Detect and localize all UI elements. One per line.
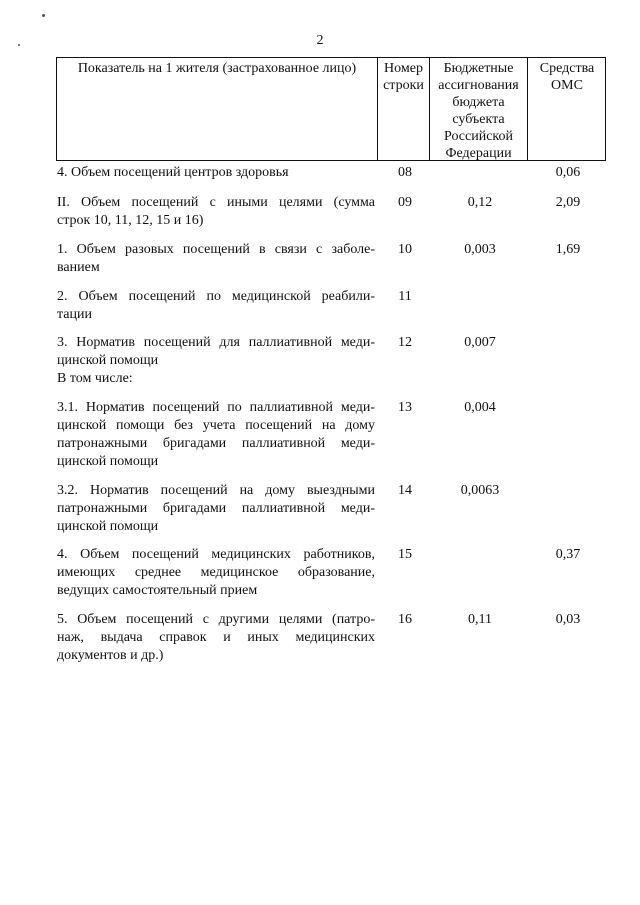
- row-number: 10: [398, 242, 412, 257]
- row-budget-value: 0,11: [468, 612, 492, 627]
- row-label: 1. Объем разовых посещений в связи с заболе- ванием: [57, 242, 375, 275]
- row-label: 3. Норматив посещений для паллиативной меди- цинской помощи В том числе:: [57, 335, 375, 386]
- row-label: 3.1. Норматив посещений по паллиативной меди- цинской помощи без учета посещений на дому патронажными бригадами паллиативной меди- цинской помощи: [57, 400, 375, 469]
- row-label: II. Объем посещений с иными целями (сумма строк 10, 11, 12, 15 и 16): [57, 195, 375, 228]
- scan-speck: [42, 14, 45, 17]
- row-budget-value: 0,007: [464, 335, 496, 350]
- row-number: 13: [398, 400, 412, 415]
- row-oms-value: 1,69: [555, 242, 581, 257]
- row-number: 11: [398, 289, 412, 304]
- row-budget-value: 0,004: [464, 400, 496, 415]
- row-number: 09: [398, 195, 412, 210]
- row-label: 2. Объем посещений по медицинской реабили- тации: [57, 289, 375, 322]
- row-label: 5. Объем посещений с другими целями (патро- наж, выдача справок и иных медицинских документов и др.): [57, 612, 375, 663]
- row-number: 15: [398, 547, 412, 562]
- row-oms-value: 0,37: [555, 547, 581, 562]
- row-label: 4. Объем посещений центров здоровья: [57, 165, 289, 180]
- row-label: 3.2. Норматив посещений на дому выездными патронажными бригадами паллиативной меди- цинской помощи: [57, 483, 375, 534]
- header-indicator: Показатель на 1 жителя (застрахованное лицо): [77, 61, 357, 76]
- header-row-number: Номер строки: [383, 61, 424, 93]
- row-number: 12: [398, 335, 412, 350]
- page-number: 2: [316, 33, 324, 48]
- row-budget-value: 0,003: [464, 242, 496, 257]
- header-oms: Средства ОМС: [539, 61, 595, 93]
- row-number: 14: [398, 483, 412, 498]
- row-budget-value: 0,12: [467, 195, 493, 210]
- header-budget: Бюджетные ассигнования бюджета субъекта Российской Федерации: [438, 61, 519, 161]
- row-budget-value: 0,0063: [460, 483, 500, 498]
- row-oms-value: 0,03: [555, 612, 581, 627]
- row-label: 4. Объем посещений медицинских работников, имеющих среднее медицинское образование, ведущих самостоятельный прием: [57, 547, 375, 598]
- table-header: [56, 57, 606, 161]
- row-number: 16: [398, 612, 412, 627]
- row-oms-value: 0,06: [555, 165, 581, 180]
- row-number: 08: [398, 165, 412, 180]
- row-oms-value: 2,09: [555, 195, 581, 210]
